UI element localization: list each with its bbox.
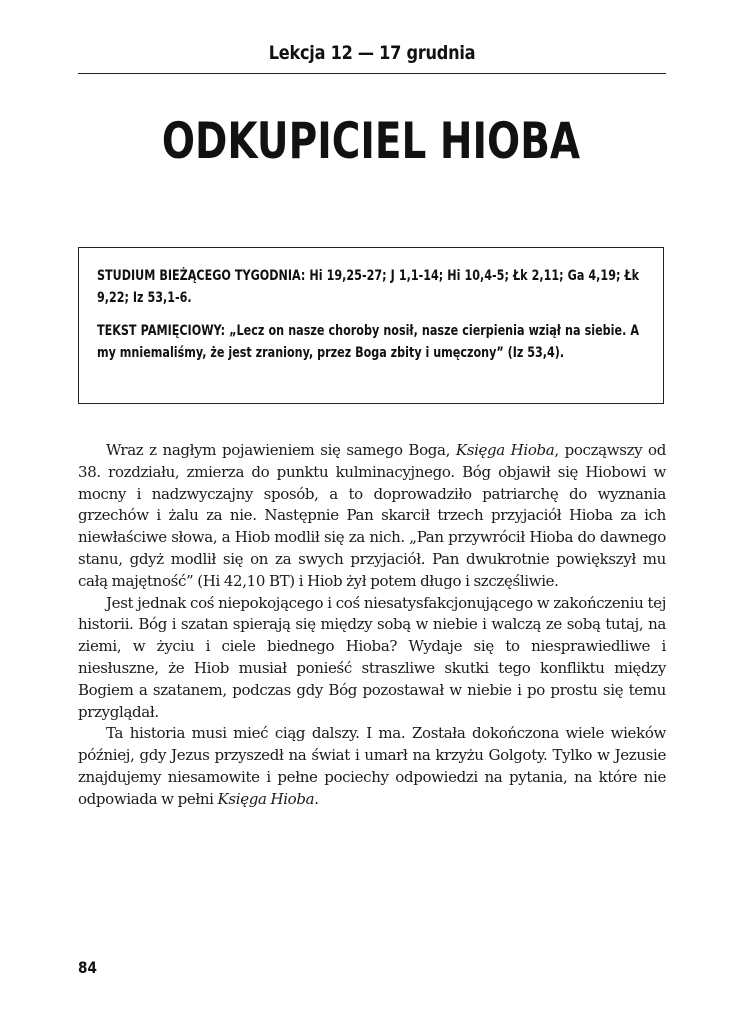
body-text	[78, 440, 666, 811]
paragraph-1	[78, 440, 666, 593]
paragraph-3	[78, 723, 666, 810]
header-divider	[78, 73, 666, 74]
page-title: ODKUPICIEL HIOBA	[161, 112, 581, 170]
study-references	[97, 265, 639, 309]
paragraph-2: Jest jednak coś niepokojącego i coś niesatysfakcjonującego w zakończeniu tej historii. Bóg i szatan spierają się między sobą w niebie i walczą ze sobą tutaj, na ziemi, w życiu i ciele biednego Hioba? Wydaje się to niesprawiedliwe i niesłuszne, że Hiob musiał ponieść straszliwe skutki tego konfliktu między Bogiem a szatanem, podczas gdy Bóg pozostawał w niebie i po prostu się temu przyglądał.	[78, 593, 666, 721]
memory-label: TEKST PAMIĘCIOWY:	[97, 323, 226, 339]
study-label: STUDIUM BIEŻĄCEGO TYGODNIA:	[97, 268, 306, 284]
book-title-italic: Księga Hioba	[455, 441, 555, 459]
memory-verse	[97, 320, 639, 364]
paragraph-1-text-b: , począwszy od 38. rozdziału, zmierza do punktu kulminacyjnego. Bóg objawił się Hiobowi w mocny i nadzwyczajny sposób, a to doprowadziło patriarchę do wyznania grzechów i żalu za nie. Następnie Pan skarcił trzech przyjaciół Hioba za ich niewłaściwe słowa, a Hiob modlił się za nich. „Pan przywrócił Hioba do dawnego stanu, gdyż modlił się on za swych przyjaciół. Pan dwukrotnie powiększył mu całą majętność” (Hi 42,10 BT) i Hiob żył potem długo i szczęśliwie.	[78, 441, 666, 590]
paragraph-1-text-a: Wraz z nagłym pojawieniem się samego Boga,	[106, 441, 456, 459]
page-number: 84	[78, 958, 97, 977]
study-box	[78, 247, 664, 404]
paragraph-3-text-a: Ta historia musi mieć ciąg dalszy. I ma. Została dokończona wiele wieków później, gdy Jezus przyszedł na świat i umarł na krzyżu Golgoty. Tylko w Jezusie znajdujemy niesamowite i pełne pociechy odpowiedzi na pytania, na które nie odpowiada w pełni	[78, 724, 666, 808]
memory-text: „Lecz on nasze choroby nosił, nasze cierpienia wziął na siebie. A my mniemaliśmy, że jest zraniony, przez Boga zbity i umęczony” (Iz 53,4).	[97, 323, 640, 361]
study-box-content	[97, 265, 639, 364]
lesson-header: Lekcja 12 — 17 grudnia	[268, 42, 476, 64]
book-title-italic: Księga Hioba	[217, 789, 315, 808]
paragraph-3-text-b: .	[314, 789, 319, 808]
study-refs: Hi 19,25-27; J 1,1-14; Hi 10,4-5; Łk 2,11; Ga 4,19; Łk 9,22; Iz 53,1-6.	[97, 268, 640, 306]
